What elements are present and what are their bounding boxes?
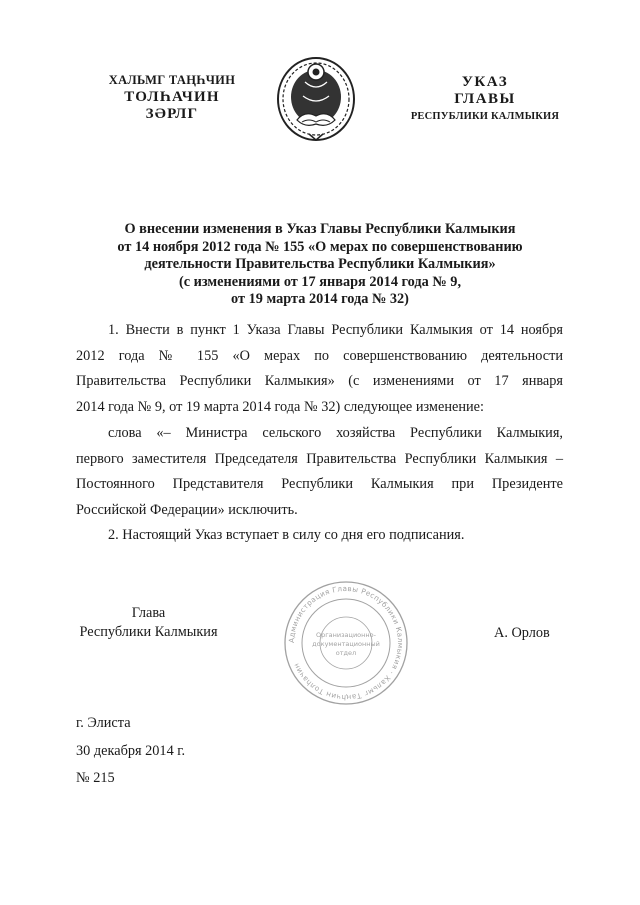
paragraph-line: Российской Федерации» исключить.: [76, 501, 298, 518]
title-line: (с изменениями от 17 января 2014 года № 9,: [178, 273, 462, 290]
header-left-line-2: ТОЛҺАЧИН: [124, 89, 220, 105]
document-title: [60, 221, 580, 309]
header-right-line-1: УКАЗ: [461, 74, 509, 90]
paragraph-3: [76, 523, 563, 549]
signatory-name: А. Орлов: [494, 625, 550, 641]
header-kalmyk: [92, 72, 252, 123]
stamp-center-line: документационный: [312, 640, 380, 648]
coat-of-arms-icon: [275, 52, 357, 142]
city: г. Элиста: [76, 715, 131, 731]
signatory-title-line: Глава: [131, 605, 166, 621]
paragraph-line: 2. Настоящий Указ вступает в силу со дня его подписания.: [108, 527, 465, 543]
signatory-title: [76, 604, 221, 642]
paragraph-line: 2014 года № 9, от 19 марта 2014 года № 32) следующее изменение:: [76, 398, 484, 415]
date: 30 декабря 2014 г.: [76, 742, 186, 759]
document-footer: [76, 710, 185, 793]
header-right-line-2: ГЛАВЫ: [454, 91, 516, 107]
title-line: О внесении изменения в Указ Главы Республики Калмыкия: [124, 221, 516, 237]
paragraph-line: Правительства Республики Калмыкия» (с изменениями от 17 января: [76, 373, 563, 390]
paragraph-2: [76, 421, 563, 523]
header-left-line-3: ЗӘРЛГ: [145, 106, 199, 122]
stamp-center-line: Организационно-: [315, 631, 377, 639]
header-russian: [385, 74, 585, 125]
title-line: от 19 марта 2014 года № 32): [231, 291, 409, 308]
stamp-ring-text: Администрация Главы Республики Калмыкия · Хальмг Таңһчин Толһачин: [286, 583, 406, 703]
official-stamp-icon: [283, 580, 409, 706]
paragraph-line: слова «– Министра сельского хозяйства Республики Калмыкия,: [108, 425, 563, 441]
document-number: № 215: [76, 770, 115, 786]
stamp-center-line: отдел: [335, 649, 357, 657]
paragraph-1: [76, 318, 563, 420]
title-line: деятельности Правительства Республики Калмыкия»: [144, 256, 496, 273]
signatory-title-line: Республики Калмыкия: [79, 624, 218, 640]
paragraph-line: 1. Внести в пункт 1 Указа Главы Республики Калмыкия от 14 ноября: [108, 322, 563, 338]
header-left-line-1: ХАЛЬМГ ТАҢҺЧИН: [108, 73, 236, 87]
header-right-line-3: РЕСПУБЛИКИ КАЛМЫКИЯ: [410, 111, 560, 122]
paragraph-line: Постоянного Представителя Республики Калмыкия при Президенте: [76, 476, 563, 493]
paragraph-line: 2012 года № 155 «О мерах по совершенствованию деятельности: [76, 347, 563, 364]
paragraph-line: первого заместителя Председателя Правительства Республики Калмыкия –: [76, 450, 563, 467]
title-line: от 14 ноября 2012 года № 155 «О мерах по совершенствованию: [117, 238, 523, 255]
